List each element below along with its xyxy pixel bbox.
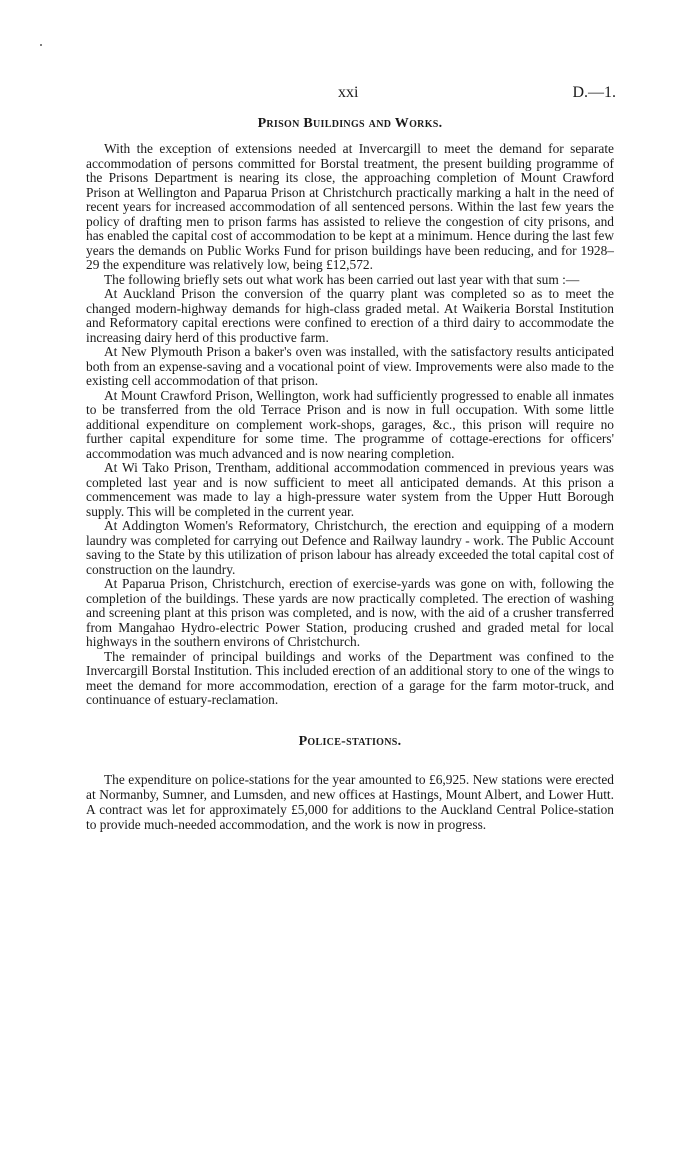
- scan-speck: [40, 44, 42, 46]
- section-prison-buildings: [86, 142, 614, 708]
- page-header: [0, 84, 700, 104]
- paragraph: The expenditure on police-stations for the year amounted to £6,925. New stations were erected at Normanby, Sumner, and Lumsden, and new offices at Hastings, Mount Albert, and Lower Hutt. A contract was let for approximately £5,000 for additions to the Auckland Central Police-station to provide much-needed accommodation, and the work is now in progress.: [86, 771, 614, 833]
- page-number: xxi: [338, 84, 359, 101]
- paragraph: The remainder of principal buildings and works of the Department was confined to the Invercargill Borstal Institution. This included erection of an additional story to one of the wings to meet the demand for more accommodation, erection of a garage for the farm motor-truck, and continuance of estuary-reclamation.: [86, 648, 614, 707]
- paragraph: At Wi Tako Prison, Trentham, additional accommodation commenced in previous years was completed last year and is now sufficient to meet all anticipated demands. At this prison a commencement was made to lay a high-pressure water system from the Upper Hutt Borough supply. This will be completed in the current year.: [86, 460, 614, 519]
- section-title-police-stations: Police-stations.: [298, 733, 402, 749]
- paragraph: At Addington Women's Reformatory, Christchurch, the erection and equipping of a modern laundry was completed for carrying out Defence and Railway laundry - work. The Public Account saving to the State by this utilization of prison labour has already exceeded the total capital cost of construction on the laundry.: [86, 518, 614, 577]
- paragraph: At Mount Crawford Prison, Wellington, work had sufficiently progressed to enable all inmates to be transferred from the old Terrace Prison and is now in full occupation. With some little additional expenditure on complement work-shops, garages, &c., this prison will require no further capital expenditure for some time. The programme of cottage-erections for officers' accommodation was much advanced and is now nearing completion.: [86, 387, 614, 461]
- paragraph: With the exception of extensions needed at Invercargill to meet the demand for separate accommodation of persons committed for Borstal treatment, the present building programme of the Prisons Department is nearing its close, the approaching completion of Mount Crawford Prison at Wellington and Paparua Prison at Christchurch practically marking a halt in the need of recent years for increased accommodation of all sentenced persons. Within the last few years the policy of drafting men to prison farms has assisted to relieve the congestion of city prisons, and has enabled the capital cost of accommodation to be kept at a minimum. Hence during the last few years the demands on Public Works Fund for prison buildings have been reducing, and for 1928–29 the expenditure was relatively low, being £12,572.: [86, 141, 615, 272]
- paragraph: The following briefly sets out what work has been carried out last year with that sum :—: [104, 271, 580, 287]
- document-code: D.—1.: [572, 84, 616, 101]
- section-police-stations: [86, 772, 614, 833]
- section-title-prison-buildings: Prison Buildings and Works.: [257, 116, 443, 131]
- page-content: [86, 116, 614, 832]
- paragraph: At Auckland Prison the conversion of the quarry plant was completed so as to meet the changed modern-highway demands for high-class graded metal. At Waikeria Borstal Institution and Reformatory capital erections were confined to erection of a third dairy to accommodate the increasing dairy herd of this productive farm.: [86, 286, 614, 345]
- paragraph: At New Plymouth Prison a baker's oven was installed, with the satisfactory results anticipated both from an expense-saving and a vocational point of view. Improvements were also made to the existing cell accommodation of that prison.: [86, 344, 614, 388]
- paragraph: At Paparua Prison, Christchurch, erection of exercise-yards was gone on with, following the completion of the buildings. These yards are now practically completed. The erection of washing and screening plant at this prison was completed, and is now, with the aid of a crusher transferred from Mangahao Hydro-electric Power Station, producing crushed and graded metal for local highways in the southern environs of Christchurch.: [86, 576, 614, 649]
